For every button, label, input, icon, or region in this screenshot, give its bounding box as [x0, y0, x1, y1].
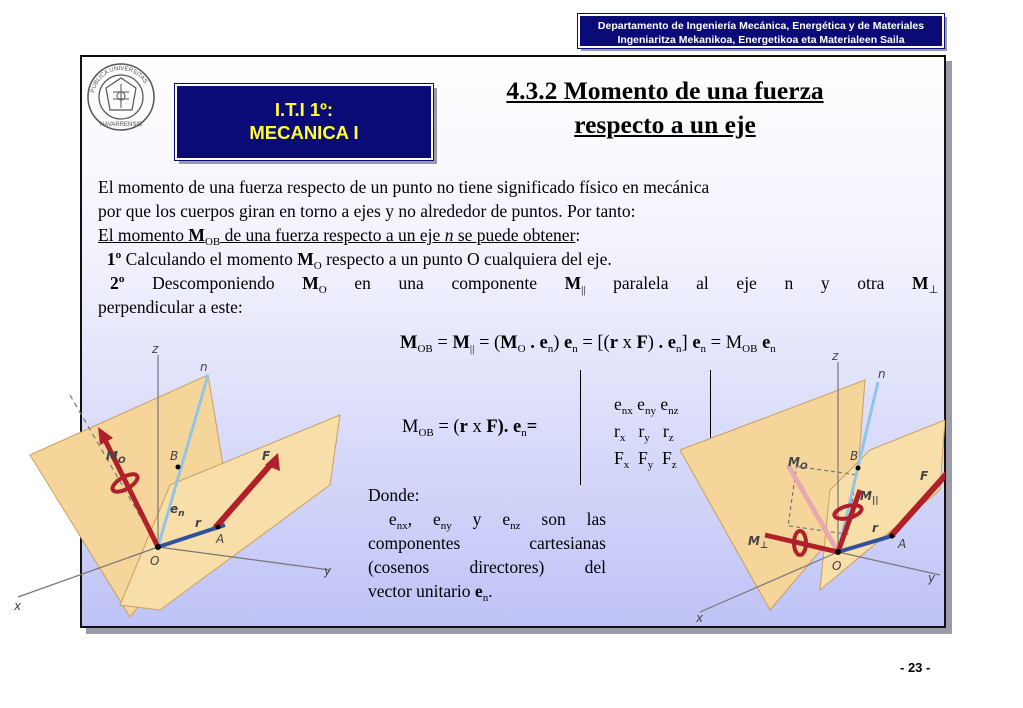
- right-label-y: y: [928, 571, 936, 585]
- determinant-row-3: $F_x$ $F_y$ $F_z$: [614, 448, 677, 471]
- left-label-x: x: [14, 599, 22, 613]
- intro-line-2: por que los cuerpos giran en torno a ejes y no alrededor de puntos. Por tanto:: [98, 201, 636, 221]
- right-label-mo: $M_O$: [788, 455, 808, 472]
- donde-line-3: (cosenos directores) del: [368, 557, 606, 577]
- left-label-mo: $M_O$: [106, 449, 126, 466]
- left-label-a: A: [216, 532, 225, 546]
- section-title-line2: respecto a un eje: [574, 110, 756, 139]
- determinant-row-2: $r_x$ $r_y$ $r_z$: [614, 421, 674, 444]
- right-label-x: x: [696, 611, 704, 625]
- right-label-a: A: [898, 537, 907, 551]
- right-origin-point: [835, 549, 841, 555]
- right-moment-diagram: [620, 340, 945, 630]
- right-label-b: B: [850, 449, 859, 463]
- left-label-o: O: [150, 554, 160, 568]
- svg-text:NAVARRENSIS: NAVARRENSIS: [99, 122, 143, 128]
- intro-line-1: El momento de una fuerza respecto de un punto no tiene significado físico en mecánica: [98, 177, 710, 197]
- donde-line-2: componentes cartesianas: [368, 533, 606, 553]
- left-label-z: z: [152, 342, 159, 356]
- left-label-f: F: [262, 449, 271, 463]
- right-label-o: O: [832, 559, 842, 573]
- determinant-left-bar: [580, 370, 581, 485]
- section-title: [430, 74, 900, 142]
- left-label-en: $e_n$: [170, 502, 185, 519]
- donde-line-1: $e_{nx}$, $e_{ny}$ y $e_{nz}$ son las: [388, 509, 607, 532]
- left-label-n: n: [200, 360, 208, 374]
- axis-moment-formula: $M_{OB} = M_{||} = (M_O$ . $e_n$) $e_n = [(r$ x F) . $e_n$] $e_n = M_{OB}$ $e_n$: [400, 333, 776, 355]
- left-origin-point: [155, 544, 161, 550]
- step-2: 2º Descomponiendo $M_O$ en una componente $M_{||}$ paralela al eje n y otra $M_\perp$: [110, 273, 939, 296]
- left-label-y: y: [324, 564, 332, 578]
- left-label-b: B: [170, 449, 179, 463]
- donde-block: [368, 483, 606, 603]
- right-label-z: z: [832, 349, 839, 363]
- left-label-r: r: [195, 516, 201, 530]
- intro-paragraph: [98, 175, 938, 319]
- donde-label: Donde:: [368, 485, 420, 505]
- step-2-continued: perpendicular a este:: [98, 297, 243, 317]
- course-badge: [175, 84, 433, 160]
- right-label-mperp: $M_\perp$: [748, 534, 769, 551]
- donde-line-4: vector unitario $e_n$.: [368, 581, 493, 604]
- right-point-b: [856, 466, 861, 471]
- department-banner: [578, 14, 944, 48]
- department-name-es: Departamento de Ingeniería Mecánica, Energética y de Materiales: [597, 20, 925, 32]
- determinant-formula-lhs: $M_{OB} = (r$ x F). $e_n=$: [402, 417, 538, 439]
- department-name-eu: Ingeniaritza Mekanikoa, Energetikoa eta Materialeen Saila: [617, 34, 905, 46]
- right-label-mpar: $M_{||}$: [860, 489, 879, 506]
- left-point-a: [216, 525, 221, 530]
- right-point-a: [890, 534, 895, 539]
- university-seal-logo: [86, 62, 156, 132]
- right-label-r: r: [872, 521, 878, 535]
- right-label-f: F: [920, 469, 929, 483]
- right-label-n: n: [878, 367, 886, 381]
- svg-text:PUBLICA UNIVERSITAS: PUBLICA UNIVERSITAS: [90, 65, 148, 94]
- right-y-axis: [838, 552, 940, 575]
- section-title-line1: 4.3.2 Momento de una fuerza: [506, 76, 824, 105]
- page-number: - 23 -: [900, 660, 931, 675]
- step-1: 1º Calculando el momento $M_O$ respecto a un punto O cualquiera del eje.: [106, 249, 612, 272]
- left-point-b: [176, 465, 181, 470]
- course-name: MECANICA I: [249, 122, 359, 143]
- determinant-row-1: $e_{nx}$ $e_{ny}$ $e_{nz}$: [614, 394, 679, 417]
- left-moment-diagram: [10, 335, 370, 635]
- definition-line: El momento $M_{OB}$ de una fuerza respecto a un eje n se puede obtener:: [98, 225, 581, 248]
- course-code: I.T.I 1º:: [274, 99, 334, 120]
